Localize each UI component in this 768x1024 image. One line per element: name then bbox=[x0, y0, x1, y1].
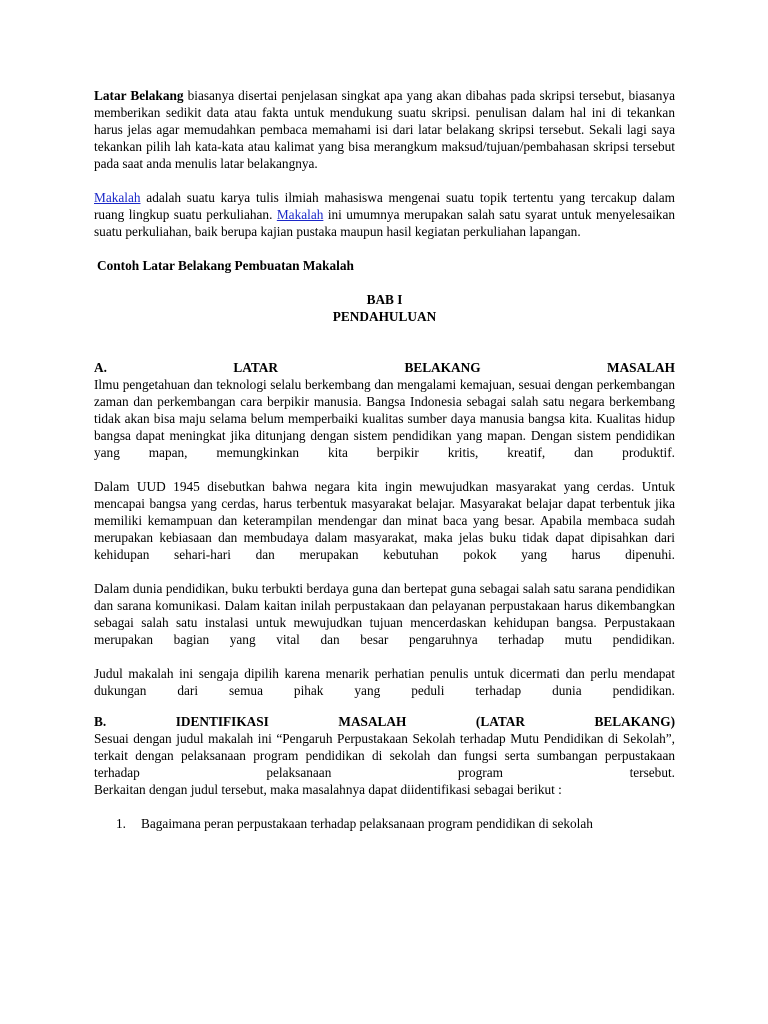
section-b-paragraph-tail: Berkaitan dengan judul tersebut, maka masalahnya dapat diidentifikasi sebagai berikut : bbox=[94, 782, 562, 797]
term-latar-belakang: Latar Belakang bbox=[94, 88, 184, 103]
makalah-text-2: ini umumnya merupakan salah satu syarat untuk menyelesaikan suatu perkuliahan, baik berupa kajian pustaka maupun hasil kegiatan perkuliahan lapangan. bbox=[94, 207, 676, 239]
makalah-paragraph bbox=[94, 189, 675, 240]
list-item-number: 1. bbox=[116, 816, 126, 831]
makalah-text-1: adalah suatu karya tulis ilmiah mahasiswa mengenai suatu topik tertentu yang tercakup dalam ruang lingkup suatu perkuliahan. bbox=[94, 190, 675, 222]
intro-paragraph bbox=[94, 87, 675, 172]
section-b-word-4: BELAKANG) bbox=[594, 714, 675, 729]
intro-text: biasanya disertai penjelasan singkat apa yang akan dibahas pada skripsi tersebut, biasanya memberikan sedikit data atau fakta untuk mendukung suatu skripsi. penulisan dalam hal ini di tekankan harus jelas agar memudahkan pembaca memahami isi dari latar belakang skripsi tersebut. Sekali lagi saya tekankan pilih lah kata-kata atau kalimat yang bisa merangkum maksud/tujuan/pembahasan skripsi tersebut pada saat anda menulis latar belakangnya. bbox=[94, 88, 676, 171]
section-a-paragraph-4: Judul makalah ini sengaja dipilih karena menarik perhatian penulis untuk dicermati dan perlu mendapat dukungan dari semua pihak yang peduli terhadap dunia pendidikan. bbox=[94, 666, 675, 698]
section-b-word-2: MASALAH bbox=[338, 714, 407, 729]
section-b-paragraph: Sesuai dengan judul makalah ini “Pengaruh Perpustakaan Sekolah terhadap Mutu Pendidikan di Sekolah”, terkait dengan pelaksanaan program pendidikan di sekolah dan fungsi serta sumbangan perpustakaan terhadap pelaksanaan program tersebut. bbox=[94, 731, 675, 780]
list-item bbox=[94, 815, 675, 832]
section-a-word-1: LATAR bbox=[233, 360, 278, 375]
section-a-word-2: BELAKANG bbox=[404, 360, 481, 375]
makalah-link-1[interactable]: Makalah bbox=[94, 190, 141, 205]
section-b-word-1: IDENTIFIKASI bbox=[175, 714, 269, 729]
section-a-paragraph-3: Dalam dunia pendidikan, buku terbukti berdaya guna dan bertepat guna sebagai salah satu sarana pendidikan dan sarana komunikasi. Dalam kaitan inilah perpustakaan dan pelayanan perpustakaan harus dikembangkan sebagai salah satu instalasi untuk mewujudkan tujuan mencerdaskan kehidupan bangsa. Perpustakaan merupakan bagian yang vital dan besar pengaruhnya terhadap mutu pendidikan. bbox=[94, 581, 675, 647]
makalah-link-2[interactable]: Makalah bbox=[276, 207, 324, 222]
section-a-word-3: MASALAH bbox=[607, 360, 675, 375]
example-title: Contoh Latar Belakang Pembuatan Makalah bbox=[97, 258, 354, 273]
section-b-word-3: (LATAR bbox=[475, 714, 525, 729]
section-a-paragraph-2: Dalam UUD 1945 disebutkan bahwa negara kita ingin mewujudkan masyarakat yang cerdas. Untuk mencapai bangsa yang cerdas, harus terbentuk masyarakat belajar. Masyarakat belajar dapat terbentuk jika memiliki kemampuan dan keterampilan mendengar dan minat baca yang besar. Apabila membaca sudah merupakan kebiasaan dan membudaya dalam masyarakat, maka jelas buku tidak dapat dipisahkan dari kehidupan sehari-hari dan merupakan kebutuhan pokok yang harus dipenuhi. bbox=[94, 479, 675, 562]
chapter-title: PENDAHULUAN bbox=[332, 309, 437, 324]
document-page bbox=[94, 87, 675, 832]
list-item-text: Bagaimana peran perpustakaan terhadap pelaksanaan program pendidikan di sekolah bbox=[141, 816, 593, 831]
section-b-letter: B. bbox=[94, 714, 107, 729]
problem-list bbox=[94, 815, 675, 832]
section-b-heading bbox=[94, 713, 675, 730]
section-a-heading bbox=[94, 359, 675, 376]
chapter-number: BAB I bbox=[366, 292, 403, 307]
section-a-paragraph-1: Ilmu pengetahuan dan teknologi selalu berkembang dan mengalami kemajuan, sesuai dengan perkembangan zaman dan perkembangan cara berpikir manusia. Bangsa Indonesia sebagai salah satu negara berkembang tidak akan bisa maju selama belum memperbaiki kualitas sumber daya manusia bangsa kita. Kualitas hidup bangsa dapat meningkat jika ditunjang dengan sistem pendidikan yang mapan. Dengan sistem pendidikan yang mapan, memungkinkan kita berpikir kritis, kreatif, dan produktif. bbox=[94, 377, 675, 460]
section-a-letter: A. bbox=[94, 360, 107, 375]
